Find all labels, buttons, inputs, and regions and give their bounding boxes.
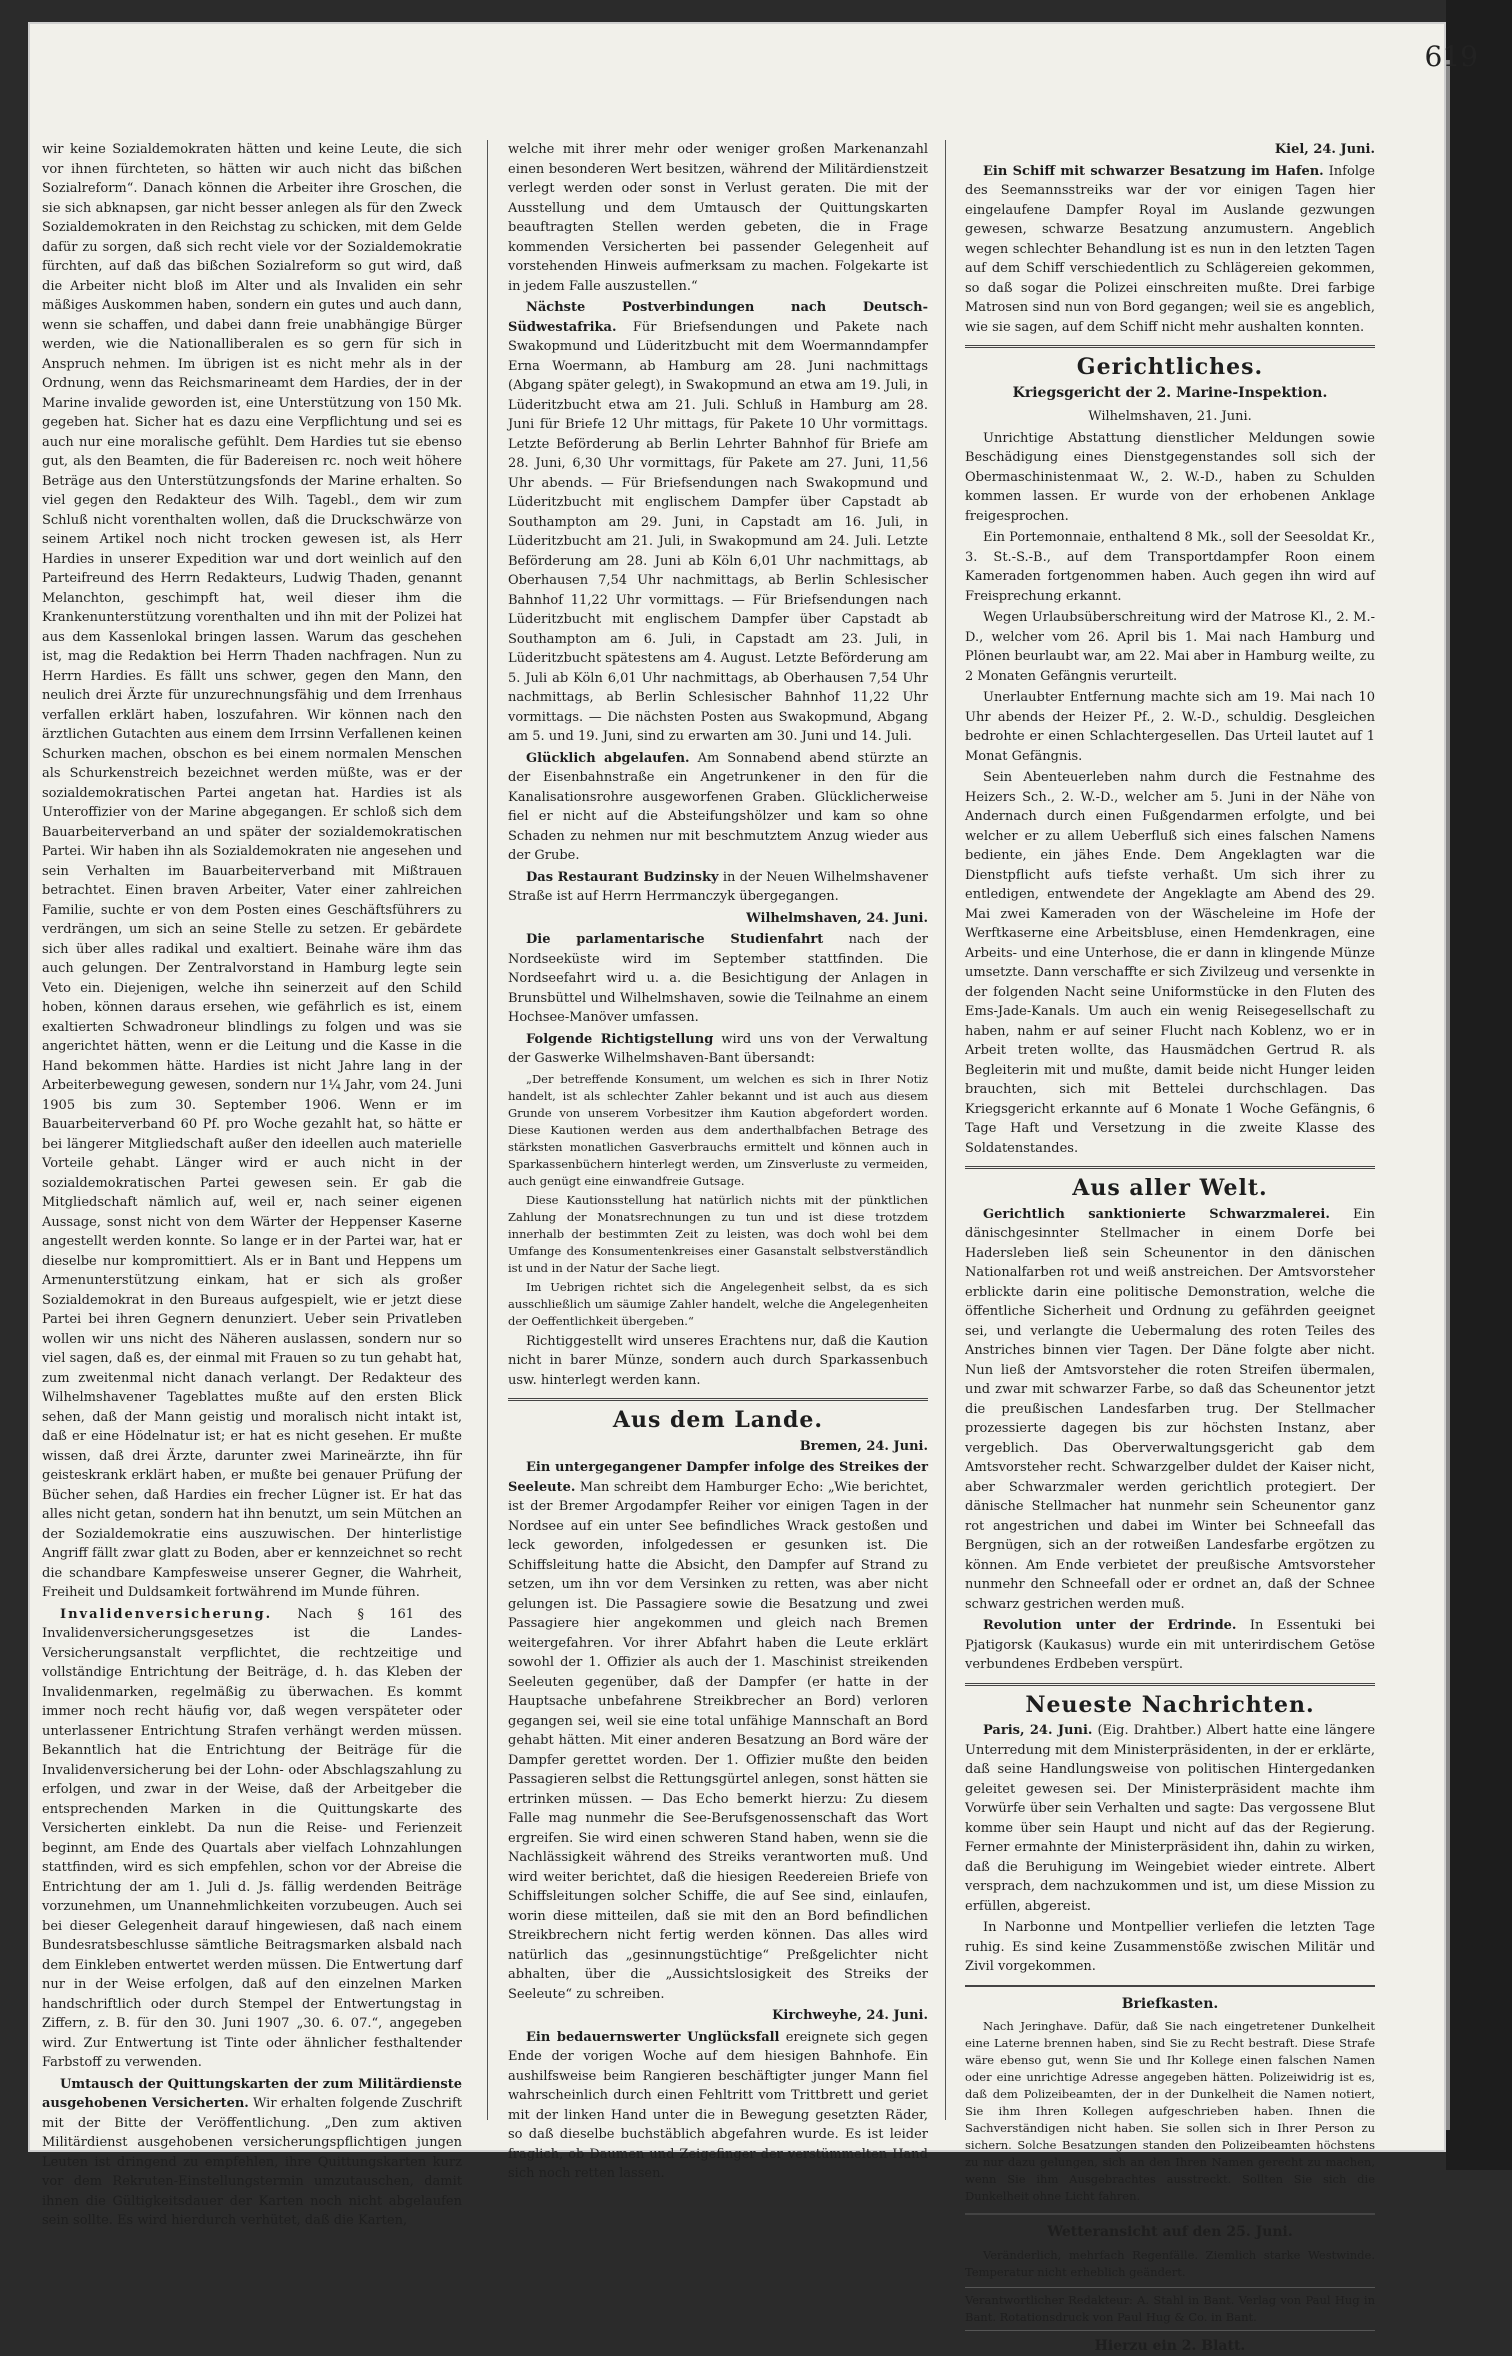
article-text: Albert hatte eine längere Unterredung mit dem Ministerpräsidenten, in der er erklärte, daß seine Handlungsweise von politischen Hintergedanken geleitet gewesen sei. Der Ministerpräsident machte ihm Vorwürfe über sein Verhalten und sagte: Das vergossene Blut komme über sein Haupt und nicht auf das der Regierung. Ferner ermahnte der Ministerpräsident ihn, dahin zu wirken, daß die Beruhigung im Weingebiet wieder eintrete. Albert versprach, dem nachzukommen und ist, um diese Mission zu erfüllen, abgereist. <box>965 1723 1375 1914</box>
section-divider <box>508 1398 928 1401</box>
article-heading: Umtausch der Quittungskarten der zum Militärdienste ausgehobenen Versicherten. <box>42 2077 462 2112</box>
section-heading: Gerichtliches. <box>965 358 1375 378</box>
article-heading: Invalidenversicherung. <box>60 1607 272 1622</box>
section-divider <box>965 1985 1375 1987</box>
dateline: Bremen, 24. Juni. <box>508 1437 928 1457</box>
article-heading: Die parlamentarische Studienfahrt <box>526 932 823 947</box>
column-1 <box>42 140 462 2120</box>
dateline: Kiel, 24. Juni. <box>965 140 1375 160</box>
section-divider <box>965 2213 1375 2215</box>
article-text: Nach Jeringhave. Dafür, daß Sie nach eingetretener Dunkelheit eine Laterne brennen haben, sind Sie zu Recht bestraft. Diese Strafe wäre ebenso gut, wenn Sie und Ihr Kollege einen falschen Namen oder eine unrichtige Adresse angegeben hätten. Polizeiwidrig ist es, daß dem Polizeibeamten, der in der Dunkelheit die Namen notiert, Sie ihm Ihren Kollegen aufgeschrieben haben. Ihnen die Sachverständigen nicht haben. Sie sollen sich in Ihrer Person zu sichern. Solche Besatzungen standen den Polizeibeamten höchstens zu nur dazu gelungen, sich an den Ihren Namen gerecht zu machen, wenn Sie ihm Ausgebrachtes ausstreckt. Sollten Sie sich die Dunkelheit ohne Licht fahren. <box>965 2018 1375 2205</box>
article-heading: Glücklich abgelaufen. <box>526 751 690 766</box>
article-text: Für Briefsendungen und Pakete nach Swakopmund und Lüderitzbucht mit dem Woermanndampfer Erna Woermann, ab Hamburg am 28. Juni nachmittags (Abgang später gelegt), in Swakopmund an etwa am 19. Juli, in Lüderitzbucht etwa am 21. Juli. Schluß in Hamburg am 28. Juni für Briefe 12 Uhr mittags, für Pakete 10 Uhr vormittags. Letzte Beförderung ab Berlin Lehrter Bahnhof für Briefe am 28. Juni, 6,30 Uhr vormittags, für Pakete am 27. Juni, 11,56 Uhr abends. — Für Briefsendungen nach Swakopmund und Lüderitzbucht mit englischem Dampfer über Capstadt ab Southampton am 29. Juni, in Capstadt am 16. Juli, in Lüderitzbucht am 21. Juli, in Swakopmund am 24. Juli. Letzte Beförderung am 28. Juni ab Köln 6,01 Uhr nachmittags, ab Oberhausen 7,54 Uhr nachmittags, ab Berlin Schlesischer Bahnhof 11,22 Uhr vormittags. — Für Briefsendungen nach Lüderitzbucht mit englischem Dampfer über Capstadt ab Southampton am 6. Juli, in Capstadt am 23. Juli, in Lüderitzbucht spätestens am 4. August. Letzte Beförderung am 5. Juli ab Köln 6,01 Uhr nachmittags, ab Oberhausen 7,54 Uhr nachmittags, ab Berlin Schlesischer Bahnhof 11,22 Uhr vormittags. — Die nächsten Posten aus Swakopmund, Abgang am 5. und 19. Juni, sind zu erwarten am 30. Juni und 14. Juli. <box>508 320 928 745</box>
column-3 <box>965 140 1375 2120</box>
column-rule <box>945 140 946 2120</box>
article-text: Wir erhalten folgende Zuschrift mit der Bitte der Veröffentlichung. „Den zum aktiven Militärdienst ausgehobenen versicherungspflichtigen jungen Leuten ist dringend zu empfehlen, ihre Quittungskarten kurz vor dem Rekruten-Einstellungstermin umzutauschen, damit ihnen die Gültigkeitsdauer der Karten noch nicht abgelaufen sein sollte. Es wird hierdurch verhütet, daß die Karten, <box>42 2096 462 2228</box>
article-text: Ein dänischgesinnter Stellmacher in einem Dorfe bei Hadersleben ließ sein Scheunentor in den dänischen Nationalfarben rot und weiß anstreichen. Der Amtsvorsteher erblickte darin eine politische Demonstration, welche die öffentliche Sicherheit und Ordnung zu gefährden geeignet sei, und verlangte die Uebermalung des roten Teiles des Anstriches binnen vier Tagen. Der Däne folgte aber nicht. Nun ließ der Amtsvorsteher die roten Streifen übermalen, und zwar mit schwarzer Farbe, so daß das Scheunentor jetzt die preußischen Landesfarben trug. Der Stellmacher prozessierte dagegen bis zur höchsten Instanz, aber vergeblich. Das Oberverwaltungsgericht gab dem Amtsvorsteher recht. Schwarzgelber duldet der Kaiser nicht, aber Schwarzmaler werden gerichtlich protegiert. Der dänische Stellmacher hat nunmehr sein Scheunentor ganz rot angestrichen und dabei im Winter bei Schneefall das Bergnügen, sich an der rotweißen Landesfarbe ergötzen zu können. Am Ende verbietet der preußische Amtsvorsteher nunmehr den Schneefall oder er ordnet an, daß der Schnee schwarz gestrichen werden muß. <box>965 1207 1375 1612</box>
article-text: Man schreibt dem Hamburger Echo: „Wie berichtet, ist der Bremer Argodampfer Reiher vor einigen Tagen in der Nordsee auf ein unter See befindliches Wrack gestoßen und leck geworden, infolgedessen er gesunken ist. Die Schiffsleitung hatte die Absicht, den Dampfer auf Strand zu setzen, um ihn vor dem Versinken zu retten, was aber nicht gelungen ist. Die Passagiere sowie die Besatzung und zwei Passagiere hier angekommen und gleich nach Bremen weitergefahren. Vor ihrer Abfahrt haben die Leute erklärt sowohl der 1. Offizier als auch der 1. Maschinist streikenden Seeleuten gegenüber, daß der Dampfer (er hatte in der Hauptsache unbefahrene Streikbrecher an Bord) verloren gegangen sei, weil sie eine total unfähige Mannschaft an Bord gehabt hätten. Mit einer anderen Besatzung an Bord wäre der Dampfer gerettet worden. Der 1. Offizier mußte den beiden Passagieren selbst die Rettungsgürtel anlegen, sonst hätten sie ertrinken müssen. — Das Echo bemerkt hierzu: Zu diesem Falle mag nunmehr die See-Berufsgenossenschaft das Wort ergreifen. Sie wird einen schweren Stand haben, wenn sie die Nachlässigkeit während des Streiks verantworten muß. Und wird weiter berichtet, daß die hiesigen Reedereien Briefe von Schiffsleitungen solcher Schiffe, die auf See sind, einlaufen, worin diese mitteilen, daß sie mit den an Bord befindlichen Streikbrechern nicht fertig werden können. Das alles wird natürlich das „gesinnungstüchtige“ Preßgelichter nicht abhalten, über die „Aussichtslosigkeit des Streiks der Seeleute“ zu schreiben. <box>508 1480 928 2002</box>
section-heading: Aus dem Lande. <box>508 1411 928 1431</box>
article-paragraph <box>508 1030 928 1069</box>
article-paragraph <box>42 1605 462 2073</box>
section-divider <box>965 345 1375 348</box>
source-note: (Eig. Drahtber.) <box>1097 1723 1201 1738</box>
article-text: Infolge des Seemannsstreiks war der vor einigen Tagen hier eingelaufene Dampfer Royal im Auslande gezwungen gewesen, schwarze Besatzung anzumustern. Angeblich wegen schlechter Behandlung ist es nun in den letzten Tagen auf dem Schiff verschiedentlich zu Schlägereien gekommen, so daß sogar die Polizei einschreiten mußte. Drei farbige Matrosen sind nun von Bord gegangen; weil sie es angeblich, wie sie sagen, auf dem Schiff nicht mehr aushalten konnten. <box>965 164 1375 335</box>
article-text: Richtiggestellt wird unseres Erachtens nur, daß die Kaution nicht in barer Münze, sondern auch durch Sparkassenbuch usw. hinterlegt werden kann. <box>508 1332 928 1391</box>
article-text: In Essentuki bei Pjatigorsk (Kaukasus) wurde ein mit unterirdischem Getöse verbundenes Erdbeben verspürt. <box>965 1618 1375 1672</box>
section-heading: Neueste Nachrichten. <box>965 1696 1375 1716</box>
weather-text: Veränderlich, mehrfach Regenfälle. Ziemlich starke Westwinde. Temperatur nicht erheblich geändert. <box>965 2247 1375 2281</box>
article-text: Wegen Urlaubsüberschreitung wird der Matrose Kl., 2. M.-D., welcher vom 26. April bis 1. Mai nach Hamburg und Plönen beurlaubt war, am 22. Mai aber in Hamburg weilte, zu 2 Monaten Gefängnis verurteilt. <box>965 608 1375 686</box>
article-text: Unrichtige Abstattung dienstlicher Meldungen sowie Beschädigung eines Dienstgegenstandes soll sich der Obermaschinistenmaat W., 2. W.-D., haben zu Schulden kommen lassen. Er wurde von der erhobenen Anklage freigesprochen. <box>965 429 1375 527</box>
quoted-text: Im Uebrigen richtet sich die Angelegenheit selbst, da es sich ausschließlich um säumige Zahler handelt, welche die Angelegenheiten der Oeffentlichkeit übergeben.“ <box>508 1279 928 1330</box>
article-text: wir keine Sozialdemokraten hätten und keine Leute, die sich vor ihnen fürchteten, so hätten wir auch nicht das bißchen Sozialreform“. Danach können die Arbeiter ihre Groschen, die sie sich abknapsen, gar nicht besser anlegen als für den Zweck Sozialdemokraten in den Reichstag zu schicken, mit dem Gelde dafür zu sorgen, daß sich recht viele vor der Sozialdemokratie fürchten, auf daß das bißchen Sozialreform so gut wird, daß die Arbeiter nicht bloß im Alter und als Invaliden ein sehr mäßiges Auskommen haben, sondern ein gutes und auch dann, wenn sie schaffen, und dabei dann freie unabhängige Bürger werden, wie die Nationalliberalen es so gern für sich in Anspruch nehmen. Im übrigen ist es nicht mehr als in der Ordnung, wenn das Reichsmarineamt dem Hardies, der in der Marine invalide geworden ist, eine Unterstützung von 150 Mk. gegeben hat. Sicher hat es dazu eine Verpflichtung und sei es auch nur eine moralische gefühlt. Dem Hardies tut sie ebenso gut, als den Beamten, die für Badereisen rc. noch weit höhere Beträge aus den Unterstützungsfonds der Marine erhalten. So viel gegen den Redakteur des Wilh. Tagebl., dem wir zum Schluß nicht vorenthalten wollen, daß die Druckschwärze von seinem Artikel noch nicht trocken gewesen ist, als Herr Hardies in unserer Expedition war und dort weinlich auf den Parteifreund des Herrn Redakteurs, Ludwig Thaden, genannt Melanchton, geschimpft hat, weil dieser ihm die Krankenunterstützung vorenthalten und ihn mit der Polizei hat aus dem Kassenlokal bringen lassen. Warum das geschehen ist, mag die Redaktion bei Herrn Thaden nachfragen. Nun zu Herrn Hardies. Es fällt uns schwer, gegen den Mann, den neulich drei Ärzte für unzurechnungsfähig und dem Irrenhaus verfallen erklärt haben, loszufahren. Wir können nach den ärztlichen Gutachten aus einem dem Irrsinn Verfallenen keinen Schurken machen, obschon es bei einem normalen Menschen als Schurkenstreich bezeichnet werden müßte, was er der sozialdemokratischen Partei angetan hat. Hardies ist als Unteroffizier von der Marine abgegangen. Er schloß sich dem Bauarbeiterverband an und später der sozialdemokratischen Partei. Wir haben ihn als Sozialdemokraten nie angesehen und sein Verhalten im Bauarbeiterverband mit Mißtrauen betrachtet. Einen braven Arbeiter, Vater einer zahlreichen Familie, suchte er von dem Posten eines Geschäftsführers zu verdrängen, um sich an seine Stelle zu setzen. Er gebärdete sich über alles radikal und exaltiert. Beinahe wäre ihm das auch gelungen. Der Zentralvorstand in Hamburg legte sein Veto ein. Diejenigen, welche ihn seinerzeit auf den Schild hoben, können daraus ersehen, wie gefährlich es ist, einem exaltierten Schwadroneur blindlings zu folgen und was sie angerichtet hätten, wenn er die Leitung und die Kasse in die Hand bekommen hätte. Hardies ist nicht Jahre lang in der Arbeiterbewegung gewesen, sondern nur 1¼ Jahr, vom 24. Juni 1905 bis zum 30. September 1906. Wenn er im Bauarbeiterverband 60 Pf. pro Woche gezahlt hat, so hätte er bei längerer Mitgliedschaft außer den ideellen auch materielle Vorteile gehabt. Länger wird er auch nicht in der sozialdemokratischen Partei gewesen sein. Er gab die Mitgliedschaft nämlich auf, weil er, nach seiner eigenen Aussage, sonst nicht von dem Wärter der Heppenser Kaserne angestellt werden konnte. So lange er in der Partei war, hat er dieselbe nur kompromittiert. Als er in Bant und Heppens um Armenunterstützung einkam, hat er sich als großer Sozialdemokrat in den Bureaus aufgespielt, wie er jetzt diese Partei bei ihren Gegnern denunziert. Ueber sein Privatleben wollen wir uns nicht des Näheren auslassen, sondern nur so viel sagen, daß es, der einmal mit Frauen so zu tun gehabt hat, zum zweitenmal nicht danach verlangt. Der Redakteur des Wilhelmshavener Tageblattes mußte auf den ersten Blick sehen, daß der Mann geistig und moralisch nicht intakt ist, daß er eine Hödelnatur ist; er hat es nicht gesehen. Er mußte wissen, daß drei Ärzte, darunter zwei Marineärzte, ihn für geisteskrank erklärt haben, er mußte bei genauer Prüfung der Bücher sehen, daß Hardies ein frecher Lügner ist. Er hat das alles nicht getan, sondern hat ihn benutzt, um sein Mütchen an der Sozialdemokratie eins auszuwischen. Der hinterlistige Angriff fällt zwar glatt zu Boden, aber er kennzeichnet so recht die schandbare Kampfesweise unserer Gegner, die Wahrheit, Freiheit und Duldsamkeit fortwährend im Munde führen. <box>42 140 462 1603</box>
section-divider <box>965 1683 1375 1686</box>
article-paragraph <box>42 2075 462 2231</box>
dateline: Wilhelmshaven, 21. Juni. <box>965 407 1375 427</box>
article-text: in der Neuen Wilhelmshavener Straße ist auf Herrn Herrmanczyk übergegangen. <box>508 870 928 905</box>
footer-note: Hierzu ein 2. Blatt. <box>965 2337 1375 2356</box>
article-heading: Ein Schiff mit schwarzer Besatzung im Hafen. <box>983 164 1324 179</box>
article-text: welche mit ihrer mehr oder weniger großen Markenanzahl einen besonderen Wert besitzen, während der Militärdienstzeit verlegt werden oder sonst in Verlust geraten. Die mit der Ausstellung und dem Umtausch der Quittungskarten beauftragten Stellen werden gebeten, die in Frage kommenden Versicherten bei passender Gelegenheit auf vorstehenden Hinweis aufmerksam zu machen. Folgekarte ist in jedem Falle auszustellen.“ <box>508 140 928 296</box>
article-paragraph <box>508 298 928 747</box>
article-text: Sein Abenteuerleben nahm durch die Festnahme des Heizers Sch., 2. W.-D., welcher am 5. Juni in der Nähe von Andernach durch einen Fußgendarmen erfolgte, und bei welcher er zu allem Ueberfluß sich eines falschen Namens bediente, ein jähes Ende. Dem Angeklagten war die Dienstpflicht aufs tiefste verhaßt. Um sich ihrer zu entledigen, entwendete der Angeklagte am Abend des 29. Mai zwei Kameraden von der Wäscheleine im Hofe der Werftkaserne eine Arbeitsbluse, einen Hemdenkragen, eine Arbeits- und eine Unterhose, die er dann in klingende Münze umsetzte. Dann verschaffte er sich Zivilzeug und versenkte in der folgenden Nacht seine Uniformstücke in den Fluten des Ems-Jade-Kanals. Um auch ein wenig Reisegesellschaft zu haben, nahm er auf seiner Flucht nach Koblenz, wo er in Arbeit treten wollte, das Hausmädchen Gertrud R. als Begleiterin mit und mußte, damit beide nicht Hunger leiden brauchten, sich mit Bettelei durchschlagen. Das Kriegsgericht erkannte auf 6 Monate 1 Woche Gefängnis, 6 Tage Haft und Versetzung in die zweite Klasse des Soldatenstandes. <box>965 768 1375 1158</box>
article-text: In Narbonne und Montpellier verliefen die letzten Tage ruhig. Es sind keine Zusammenstöße zwischen Militär und Zivil vorgekommen. <box>965 1918 1375 1977</box>
article-text: Am Sonnabend abend stürzte an der Eisenbahnstraße ein Angetrunkener in den für die Kanalisationsrohre ausgeworfenen Graben. Glücklicherweise fiel er nicht auf die Absteifungshölzer und kam so ohne Schaden zu nehmen nur mit beschmutztem Anzug wieder aus der Grube. <box>508 751 928 864</box>
subsection-heading: Kriegsgericht der 2. Marine-Inspektion. <box>965 384 1375 404</box>
article-paragraph <box>965 1721 1375 1916</box>
article-text: ereignete sich gegen Ende der vorigen Woche auf dem hiesigen Bahnhofe. Ein aushilfsweise beim Rangieren beschäftigter junger Mann fiel wahrscheinlich durch einen Fehltritt vom Trittbrett und geriet mit der linken Hand unter die in Bewegung gesetzten Räder, so daß dieselbe buchstäblich abgefahren wurde. Es ist leider fraglich, ob Daumen und Zeigefinger der verstümmelten Hand sich noch retten lassen. <box>508 2030 928 2182</box>
dateline: Paris, 24. Juni. <box>983 1723 1092 1738</box>
column-2 <box>508 140 928 2120</box>
dateline: Wilhelmshaven, 24. Juni. <box>508 909 928 929</box>
article-heading: Nächste Postverbindungen nach Deutsch-Südwestafrika. <box>508 300 928 335</box>
article-paragraph <box>508 1458 928 2004</box>
article-paragraph <box>508 749 928 866</box>
page-number: 619 <box>1425 40 1478 73</box>
article-text: Nach § 161 des Invalidenversicherungsgesetzes ist die Landes-Versicherungsanstalt verpflichtet, die rechtzeitige und vollständige Entrichtung der Beiträge, d. h. das Kleben der Invalidenmarken, regelmäßig zu überwachen. Es kommt immer noch recht häufig vor, daß wegen verspäteter oder unterlassener Entrichtung Strafen verhängt werden müssen. Bekanntlich hat die Entrichtung der Beiträge für die Invalidenversicherung bei der Lohn- oder Abschlagszahlung zu erfolgen, und zwar in der Weise, daß der Arbeitgeber die entsprechenden Marken in die Quittungskarte des Versicherten einklebt. Da nun die Reise- und Ferienzeit beginnt, am Ende des Quartals aber vielfach Lohnzahlungen stattfinden, wird es sich empfehlen, schon vor der Abreise die Entrichtung der am 1. Juli d. Js. fällig werdenden Beiträge vorzunehmen, um Unannehmlichkeiten vorzubeugen. Auch sei bei dieser Gelegenheit darauf hingewiesen, daß nach einem Bundesratsbeschlusse sämtliche Beitragsmarken alsbald nach dem Einkleben entwertet werden müssen. Die Entwertung darf nur in der Weise erfolgen, daß auf den einzelnen Marken handschriftlich oder durch Stempel der Entwertungstag in Ziffern, z. B. für den 30. Juni 1907 „30. 6. 07.“, angegeben wird. Zur Entwertung ist Tinte oder ähnlicher festhaltender Farbstoff zu verwenden. <box>42 1607 462 2071</box>
section-heading: Briefkasten. <box>965 1995 1375 2015</box>
article-paragraph <box>508 930 928 1028</box>
article-paragraph <box>965 1616 1375 1675</box>
article-heading: Ein untergegangener Dampfer infolge des Streikes der Seeleute. <box>508 1460 928 1495</box>
article-heading: Gerichtlich sanktionierte Schwarzmalerei. <box>983 1207 1330 1222</box>
article-paragraph <box>508 868 928 907</box>
article-heading: Folgende Richtigstellung <box>526 1032 713 1047</box>
imprint: Verantwortlicher Redakteur: A. Stahl in Bant. Verlag von Paul Hug in Bant. Rotationsdruck von Paul Hug & Co. in Bant. <box>965 2287 1375 2331</box>
section-divider <box>965 1166 1375 1169</box>
section-heading: Aus aller Welt. <box>965 1179 1375 1199</box>
quoted-text: „Der betreffende Konsument, um welchen es sich in Ihrer Notiz handelt, ist als schlechter Zahler bekannt und ist auch aus diesem Grunde von unserem Vorbesitzer ihm Kaution abgefordert worden. Diese Kautionen werden aus dem anderthalbfachen Betrage des stärksten monatlichen Gasverbrauchs ermittelt und können auch in Sparkassenbüchern hinterlegt werden, um Zinsverluste zu vermeiden, auch genügt eine einwandfreie Gutsage. <box>508 1071 928 1190</box>
quoted-text: Diese Kautionsstellung hat natürlich nichts mit der pünktlichen Zahlung der Monatsrechnungen zu tun und ist diese trotzdem innerhalb der bestimmten Zeit zu leisten, was doch wohl bei dem Umfange des Konsumentenkreises einer Gasanstalt selbstverständlich ist und in der Natur der Sache liegt. <box>508 1192 928 1277</box>
article-heading: Revolution unter der Erdrinde. <box>983 1618 1236 1633</box>
dateline: Kirchweyhe, 24. Juni. <box>508 2006 928 2026</box>
book-binding-edge <box>1446 0 1512 2170</box>
article-text: Ein Portemonnaie, enthaltend 8 Mk., soll der Seesoldat Kr., 3. St.-S.-B., auf dem Transportdampfer Roon einem Kameraden fortgenommen haben. Auch gegen ihn wird auf Freisprechung erkannt. <box>965 528 1375 606</box>
article-heading: Ein bedauernswerter Unglücksfall <box>526 2030 780 2045</box>
article-paragraph <box>508 2028 928 2184</box>
article-paragraph <box>965 1205 1375 1615</box>
article-heading: Das Restaurant Budzinsky <box>526 870 719 885</box>
section-heading: Wetteransicht auf den 25. Juni. <box>965 2223 1375 2243</box>
article-text: nach der Nordseeküste wird im September stattfinden. Die Nordseefahrt wird u. a. die Besichtigung der Anlagen in Brunsbüttel und Wilhelmshaven, sowie die Teilnahme an einem Hochsee-Manöver umfassen. <box>508 932 928 1025</box>
article-paragraph <box>965 162 1375 338</box>
column-rule <box>487 140 488 2120</box>
article-text: wird uns von der Verwaltung der Gaswerke Wilhelmshaven-Bant übersandt: <box>508 1032 928 1067</box>
article-text: Unerlaubter Entfernung machte sich am 19. Mai nach 10 Uhr abends der Heizer Pf., 2. W.-D., schuldig. Desgleichen bedrohte er einen Schlachtergesellen. Das Urteil lautet auf 1 Monat Gefängnis. <box>965 688 1375 766</box>
